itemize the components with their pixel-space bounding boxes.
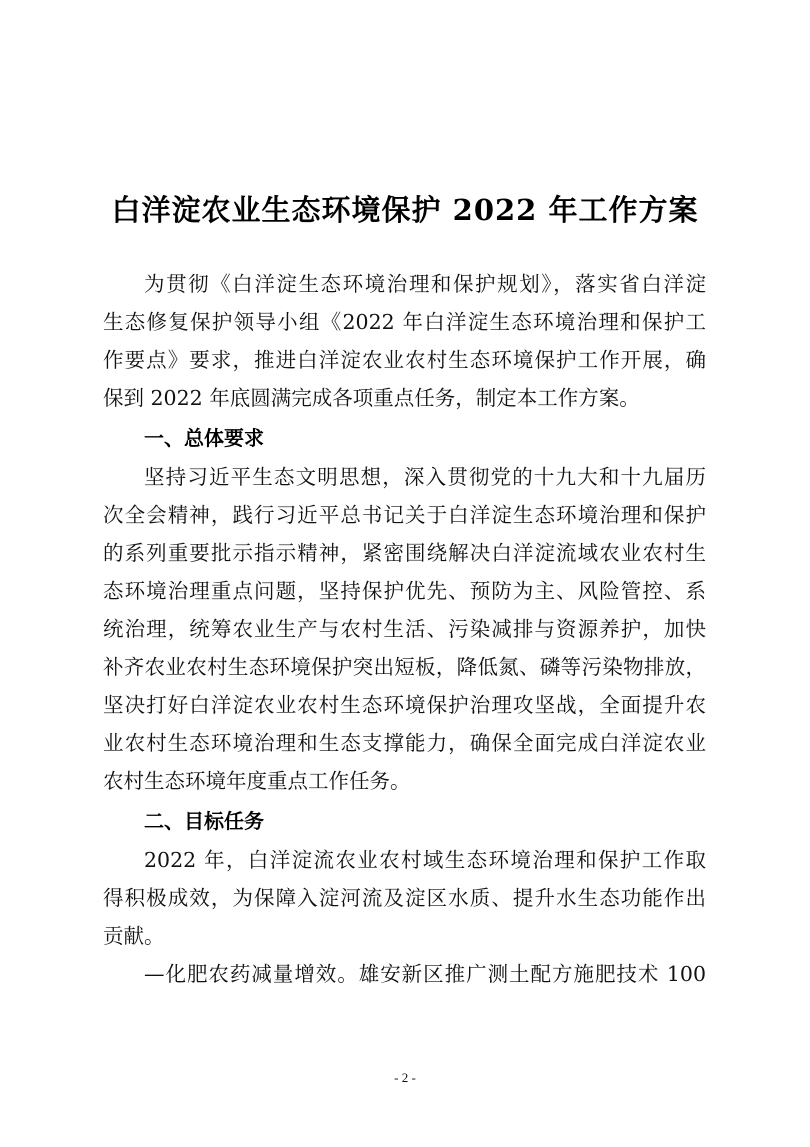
- intro-line: 生态修复保护领导小组《2022 年白洋淀生态环境治理和保护工: [103, 310, 706, 334]
- body-line: 次全会精神，践行习近平总书记关于白洋淀生态环境治理和保护: [103, 503, 706, 527]
- body-line: 统治理，统筹农业生产与农村生活、污染减排与资源养护，加快: [103, 617, 706, 641]
- intro-line: 为贯彻《白洋淀生态环境治理和保护规划》，落实省白洋淀: [144, 272, 706, 296]
- body-line: 得积极成效，为保障入淀河流及淀区水质、提升水生态功能作出: [103, 886, 706, 910]
- body-line: 态环境治理重点问题，坚持保护优先、预防为主、风险管控、系: [103, 579, 706, 603]
- body-line: 2022 年，白洋淀流农业农村域生态环境治理和保护工作取: [144, 848, 706, 872]
- body-line: 坚决打好白洋淀农业农村生态环境保护治理攻坚战，全面提升农: [103, 693, 706, 717]
- intro-line: 作要点》要求，推进白洋淀农业农村生态环境保护工作开展，确: [103, 348, 706, 372]
- body-line: 贡献。: [103, 924, 165, 948]
- intro-line: 保到 2022 年底圆满完成各项重点任务，制定本工作方案。: [103, 386, 640, 410]
- body-line: 业农村生态环境治理和生态支撑能力，确保全面完成白洋淀农业: [103, 731, 706, 755]
- section-heading-general-requirements: 一、总体要求: [144, 426, 264, 450]
- task-item-line: —化肥农药减量增效。雄安新区推广测土配方施肥技术 100: [144, 962, 706, 986]
- body-line: 补齐农业农村生态环境保护突出短板，降低氮、磷等污染物排放，: [103, 655, 706, 679]
- document-title: 白洋淀农业生态环境保护 2022 年工作方案: [111, 193, 699, 227]
- page-number: - 2 -: [394, 1070, 416, 1085]
- body-line: 坚持习近平生态文明思想，深入贯彻党的十九大和十九届历: [144, 465, 706, 489]
- body-line: 的系列重要批示指示精神，紧密围绕解决白洋淀流域农业农村生: [103, 541, 706, 565]
- body-line: 农村生态环境年度重点工作任务。: [103, 769, 411, 793]
- section-heading-targets: 二、目标任务: [144, 809, 264, 833]
